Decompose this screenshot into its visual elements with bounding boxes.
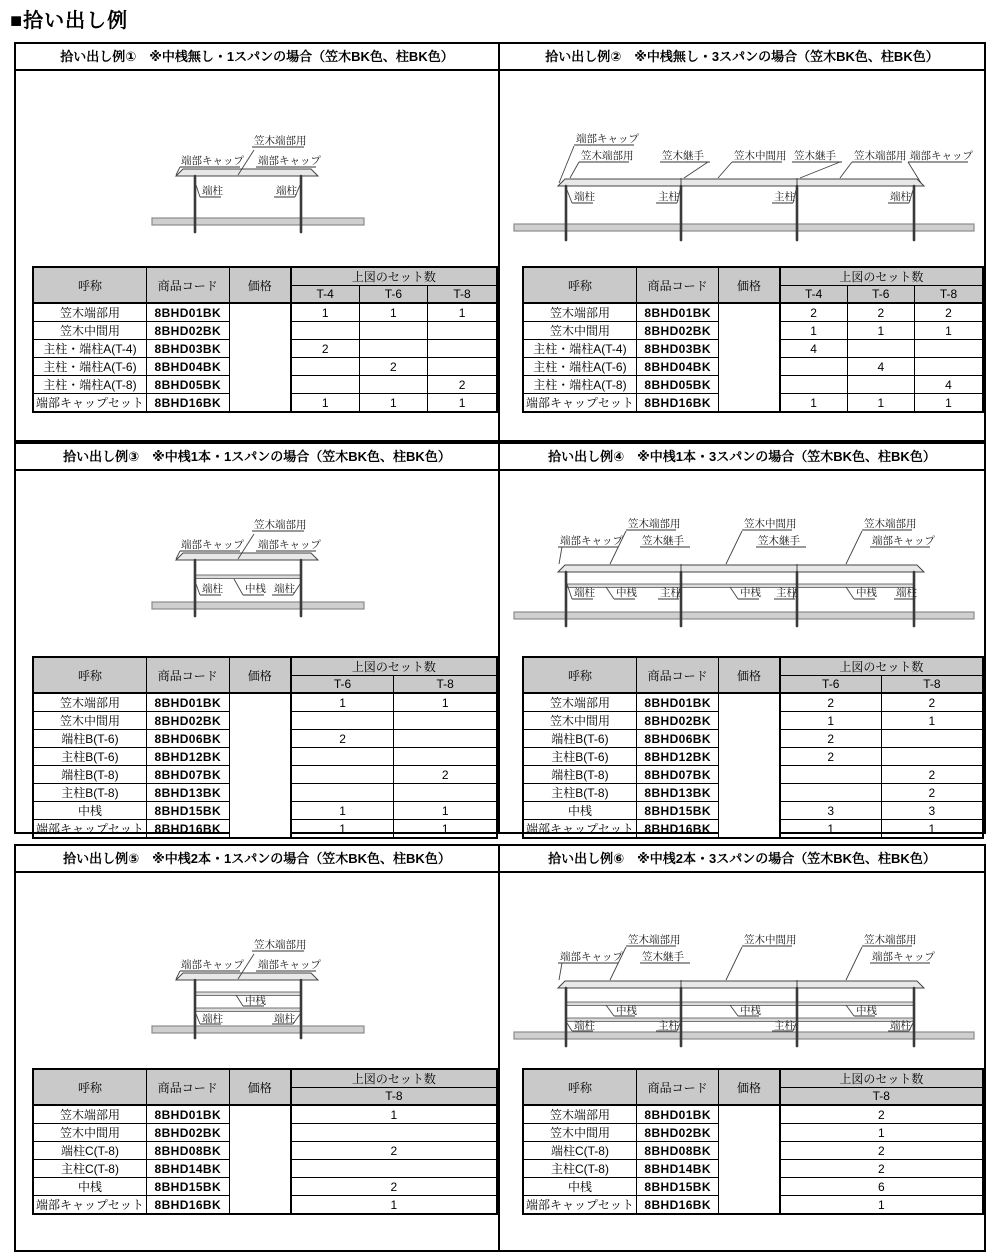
price-cell [719,1105,780,1214]
set-count [394,748,497,766]
col-header-sets: 上図のセット数 [780,267,983,286]
page-title: ■拾い出し例 [10,10,129,32]
col-header-size: T-8 [915,286,983,304]
set-count: 2 [847,303,914,322]
diagram-label: 端柱 [274,1013,295,1025]
diagram-label: 端部キャップ [181,539,244,551]
set-count: 2 [780,303,847,322]
set-count [359,340,427,358]
set-count: 1 [394,802,497,820]
part-code: 8BHD13BK [146,784,229,802]
col-header-sets: 上図のセット数 [291,1069,497,1088]
part-name: 笠木端部用 [523,693,636,712]
col-header-code: 商品コード [636,267,719,303]
railing-diagram-3span-1rail [512,514,982,644]
diagram-label: 端部キャップ [258,959,321,971]
diagram-label: 端柱 [890,191,911,203]
set-count [291,748,394,766]
set-count [780,784,882,802]
set-count: 2 [780,1105,983,1124]
set-count: 4 [847,358,914,376]
diagram-label: 笠木端部用 [254,519,307,531]
diagram-label: 端部キャップ [560,951,623,963]
diagram-label: 中桟 [740,587,761,599]
diagram-label: 笠木端部用 [254,135,307,147]
part-code: 8BHD04BK [146,358,229,376]
diagram-label: 主柱 [660,587,681,599]
set-count [291,358,359,376]
set-count: 1 [780,322,847,340]
set-count [291,1124,497,1142]
diagram-label: 主柱 [658,191,679,203]
col-header-price: 価格 [229,267,291,303]
set-count: 1 [394,820,497,839]
table-row [33,1105,497,1124]
part-code: 8BHD01BK [636,1105,719,1124]
parts-table-wrap [522,266,984,413]
part-code: 8BHD08BK [146,1142,229,1160]
set-count: 1 [780,1124,983,1142]
example-panel-3 [14,442,500,834]
set-count: 2 [881,766,983,784]
part-name: 端部キャップセット [33,820,146,839]
set-count: 1 [847,322,914,340]
part-code: 8BHD06BK [146,730,229,748]
diagram-label: 中桟 [856,587,877,599]
set-count [780,766,882,784]
col-header-price: 価格 [229,657,291,693]
table-row [523,1105,983,1124]
set-count: 1 [428,394,497,413]
price-cell [229,303,291,412]
set-count: 1 [359,394,427,413]
price-cell [229,693,291,838]
part-code: 8BHD07BK [146,766,229,784]
diagram-label: 端柱 [202,1013,223,1025]
col-header-size: T-6 [291,676,394,694]
diagram-label: 笠木端部用 [854,150,907,162]
price-cell [719,693,780,838]
diagram-label: 端柱 [202,583,223,595]
diagram-label: 主柱 [774,1020,795,1032]
set-count: 1 [291,1105,497,1124]
table-row [33,693,497,712]
parts-table-wrap [32,656,498,839]
diagram-label: 端柱 [574,191,595,203]
set-count [291,1160,497,1178]
col-header-code: 商品コード [636,657,719,693]
set-count [394,712,497,730]
diagram-label: 端柱 [202,185,223,197]
parts-table-wrap [522,1068,984,1215]
diagram-label: 端柱 [896,587,917,599]
set-count: 2 [780,748,882,766]
parts-table [32,266,498,413]
part-name: 主柱C(T-8) [33,1160,146,1178]
col-header-name: 呼称 [33,267,146,303]
part-code: 8BHD01BK [146,693,229,712]
diagram-label: 笠木継手 [794,150,836,162]
part-name: 中桟 [523,1178,636,1196]
set-count: 2 [780,1160,983,1178]
col-header-price: 価格 [719,267,780,303]
set-count: 4 [915,376,983,394]
part-code: 8BHD16BK [636,820,719,839]
table-row [523,693,983,712]
railing-diagram-1span-0rail [150,128,370,253]
set-count [291,322,359,340]
set-count: 1 [780,820,882,839]
diagram-label: 端部キャップ [258,155,321,167]
set-count: 1 [915,394,983,413]
parts-table-wrap [522,656,984,839]
part-code: 8BHD16BK [146,394,229,413]
example-panel-2 [498,42,986,442]
diagram-label: 端柱 [274,583,295,595]
set-count: 2 [291,1142,497,1160]
panel-title: 拾い出し例⑤ ※中桟2本・1スパンの場合（笠木BK色、柱BK色） [16,846,498,873]
diagram-label: 中桟 [616,587,637,599]
diagram-label: 主柱 [776,587,797,599]
part-name: 主柱・端柱A(T-6) [523,358,636,376]
col-header-price: 価格 [719,657,780,693]
col-header-code: 商品コード [146,657,229,693]
set-count: 1 [291,303,359,322]
set-count: 3 [881,802,983,820]
diagram-label: 端柱 [574,587,595,599]
col-header-name: 呼称 [523,1069,636,1105]
set-count: 2 [780,693,882,712]
diagram-label: 中桟 [740,1005,761,1017]
part-name: 端部キャップセット [33,1196,146,1215]
part-code: 8BHD15BK [146,1178,229,1196]
part-name: 笠木端部用 [523,1105,636,1124]
set-count: 2 [359,358,427,376]
set-count [291,376,359,394]
diagram-label: 笠木継手 [642,951,684,963]
col-header-sets: 上図のセット数 [291,657,497,676]
parts-table [522,266,984,413]
part-name: 中桟 [33,802,146,820]
parts-table-wrap [32,266,498,413]
part-code: 8BHD02BK [146,322,229,340]
railing-diagram-1span-2rail [150,932,370,1057]
diagram-label: 端部キャップ [576,133,639,145]
example-panel-1 [14,42,500,442]
diagram-label: 笠木端部用 [254,939,307,951]
part-code: 8BHD12BK [146,748,229,766]
panel-title: 拾い出し例① ※中桟無し・1スパンの場合（笠木BK色、柱BK色） [16,44,498,71]
part-code: 8BHD04BK [636,358,719,376]
set-count [780,358,847,376]
part-name: 主柱・端柱A(T-4) [33,340,146,358]
part-name: 笠木端部用 [523,303,636,322]
part-name: 主柱C(T-8) [523,1160,636,1178]
set-count [394,784,497,802]
col-header-sets: 上図のセット数 [291,267,497,286]
panel-title: 拾い出し例② ※中桟無し・3スパンの場合（笠木BK色、柱BK色） [500,44,984,71]
set-count: 2 [881,693,983,712]
example-panel-4 [498,442,986,834]
parts-table [522,656,984,839]
set-count: 2 [881,784,983,802]
diagram-label: 端部キャップ [181,959,244,971]
part-code: 8BHD15BK [146,802,229,820]
part-code: 8BHD01BK [146,1105,229,1124]
col-header-size: T-8 [881,676,983,694]
set-count [847,340,914,358]
part-name: 笠木端部用 [33,1105,146,1124]
col-header-code: 商品コード [146,1069,229,1105]
part-name: 端部キャップセット [523,820,636,839]
set-count: 1 [428,303,497,322]
part-code: 8BHD01BK [636,693,719,712]
part-name: 笠木中間用 [523,712,636,730]
col-header-sets: 上図のセット数 [780,657,983,676]
part-name: 中桟 [33,1178,146,1196]
price-cell [719,303,780,412]
part-code: 8BHD02BK [636,322,719,340]
part-name: 端柱B(T-8) [523,766,636,784]
col-header-code: 商品コード [636,1069,719,1105]
diagram-label: 笠木端部用 [581,150,634,162]
part-name: 笠木端部用 [33,693,146,712]
set-count [428,322,497,340]
part-name: 主柱B(T-8) [523,784,636,802]
set-count [881,730,983,748]
col-header-size: T-8 [428,286,497,304]
set-count: 2 [780,730,882,748]
part-name: 主柱B(T-6) [523,748,636,766]
diagram-label: 中桟 [616,1005,637,1017]
col-header-name: 呼称 [33,1069,146,1105]
set-count [780,376,847,394]
diagram-label: 端部キャップ [872,535,935,547]
part-name: 端柱C(T-8) [523,1142,636,1160]
set-count [291,712,394,730]
set-count: 2 [394,766,497,784]
set-count: 1 [359,303,427,322]
part-name: 端柱B(T-8) [33,766,146,784]
example-panel-5 [14,844,500,1252]
part-name: 主柱・端柱A(T-8) [523,376,636,394]
railing-diagram-1span-1rail [150,512,370,637]
part-code: 8BHD01BK [636,303,719,322]
col-header-size: T-4 [780,286,847,304]
set-count: 2 [428,376,497,394]
diagram-label: 端柱 [574,1020,595,1032]
part-name: 端部キャップセット [523,394,636,413]
set-count [359,376,427,394]
set-count [847,376,914,394]
col-header-size: T-8 [780,1088,983,1106]
part-code: 8BHD05BK [146,376,229,394]
diagram-label: 端部キャップ [560,535,623,547]
part-name: 笠木中間用 [523,322,636,340]
set-count: 2 [915,303,983,322]
diagram-label: 端柱 [276,185,297,197]
railing-diagram-3span-0rail [512,128,982,258]
parts-table-wrap [32,1068,498,1215]
set-count [915,340,983,358]
set-count: 1 [291,820,394,839]
part-code: 8BHD02BK [146,1124,229,1142]
col-header-size: T-6 [359,286,427,304]
col-header-size: T-6 [780,676,882,694]
part-code: 8BHD14BK [636,1160,719,1178]
panel-title: 拾い出し例④ ※中桟1本・3スパンの場合（笠木BK色、柱BK色） [500,444,984,471]
part-code: 8BHD16BK [636,1196,719,1215]
table-row [33,303,497,322]
part-name: 中桟 [523,802,636,820]
set-count [915,358,983,376]
set-count: 1 [291,1196,497,1215]
part-code: 8BHD03BK [146,340,229,358]
set-count: 1 [780,394,847,413]
set-count [291,784,394,802]
part-name: 主柱B(T-6) [33,748,146,766]
set-count: 1 [291,394,359,413]
col-header-price: 価格 [719,1069,780,1105]
col-header-name: 呼称 [523,657,636,693]
set-count [359,322,427,340]
set-count: 1 [881,712,983,730]
set-count: 1 [780,1196,983,1215]
part-code: 8BHD16BK [636,394,719,413]
part-name: 笠木中間用 [33,322,146,340]
parts-table [522,1068,984,1215]
set-count: 2 [291,730,394,748]
diagram-label: 中桟 [245,995,266,1007]
set-count: 2 [291,1178,497,1196]
diagram-label: 端部キャップ [258,539,321,551]
set-count [428,358,497,376]
part-name: 端柱B(T-6) [33,730,146,748]
railing-diagram-3span-2rail [512,930,982,1065]
part-name: 主柱・端柱A(T-6) [33,358,146,376]
diagram-label: 端部キャップ [872,951,935,963]
part-name: 端柱C(T-8) [33,1142,146,1160]
set-count: 2 [780,1142,983,1160]
part-name: 主柱・端柱A(T-4) [523,340,636,358]
part-code: 8BHD13BK [636,784,719,802]
set-count: 1 [915,322,983,340]
col-header-name: 呼称 [523,267,636,303]
diagram-label: 端部キャップ [181,155,244,167]
part-name: 端部キャップセット [33,394,146,413]
part-name: 端柱B(T-6) [523,730,636,748]
diagram-label: 笠木継手 [642,535,684,547]
set-count: 1 [291,693,394,712]
part-name: 笠木中間用 [33,712,146,730]
diagram-label: 笠木継手 [662,150,704,162]
diagram-label: 主柱 [658,1020,679,1032]
part-code: 8BHD03BK [636,340,719,358]
part-code: 8BHD16BK [146,1196,229,1215]
col-header-price: 価格 [229,1069,291,1105]
part-code: 8BHD08BK [636,1142,719,1160]
diagram-label: 笠木中間用 [744,934,797,946]
col-header-size: T-8 [291,1088,497,1106]
part-code: 8BHD15BK [636,1178,719,1196]
panel-title: 拾い出し例⑥ ※中桟2本・3スパンの場合（笠木BK色、柱BK色） [500,846,984,873]
set-count: 2 [291,340,359,358]
set-count: 4 [780,340,847,358]
part-code: 8BHD07BK [636,766,719,784]
part-code: 8BHD05BK [636,376,719,394]
set-count: 1 [847,394,914,413]
parts-table [32,1068,498,1215]
set-count: 3 [780,802,882,820]
col-header-name: 呼称 [33,657,146,693]
diagram-label: 笠木端部用 [628,518,681,530]
set-count: 6 [780,1178,983,1196]
diagram-label: 笠木中間用 [734,150,787,162]
diagram-label: 笠木端部用 [864,934,917,946]
table-row [523,303,983,322]
set-count [881,748,983,766]
part-code: 8BHD02BK [636,712,719,730]
set-count: 1 [780,712,882,730]
diagram-label: 笠木端部用 [864,518,917,530]
part-code: 8BHD14BK [146,1160,229,1178]
diagram-label: 笠木中間用 [744,518,797,530]
part-code: 8BHD16BK [146,820,229,839]
part-name: 主柱B(T-8) [33,784,146,802]
col-header-size: T-8 [394,676,497,694]
diagram-label: 端部キャップ [910,150,973,162]
diagram-label: 主柱 [774,191,795,203]
part-name: 端部キャップセット [523,1196,636,1215]
part-name: 主柱・端柱A(T-8) [33,376,146,394]
price-cell [229,1105,291,1214]
set-count: 1 [394,693,497,712]
set-count: 1 [291,802,394,820]
part-code: 8BHD06BK [636,730,719,748]
part-code: 8BHD15BK [636,802,719,820]
part-code: 8BHD01BK [146,303,229,322]
set-count [291,766,394,784]
part-name: 笠木中間用 [33,1124,146,1142]
part-code: 8BHD12BK [636,748,719,766]
col-header-sets: 上図のセット数 [780,1069,983,1088]
diagram-label: 笠木継手 [758,535,800,547]
set-count: 1 [881,820,983,839]
diagram-label: 中桟 [245,583,266,595]
part-code: 8BHD02BK [146,712,229,730]
example-panel-6 [498,844,986,1252]
parts-table [32,656,498,839]
panel-title: 拾い出し例③ ※中桟1本・1スパンの場合（笠木BK色、柱BK色） [16,444,498,471]
set-count [428,340,497,358]
diagram-label: 笠木端部用 [628,934,681,946]
set-count [394,730,497,748]
col-header-size: T-4 [291,286,359,304]
col-header-size: T-6 [847,286,914,304]
col-header-code: 商品コード [146,267,229,303]
diagram-label: 端柱 [890,1020,911,1032]
part-name: 笠木端部用 [33,303,146,322]
diagram-label: 中桟 [856,1005,877,1017]
part-code: 8BHD02BK [636,1124,719,1142]
part-name: 笠木中間用 [523,1124,636,1142]
